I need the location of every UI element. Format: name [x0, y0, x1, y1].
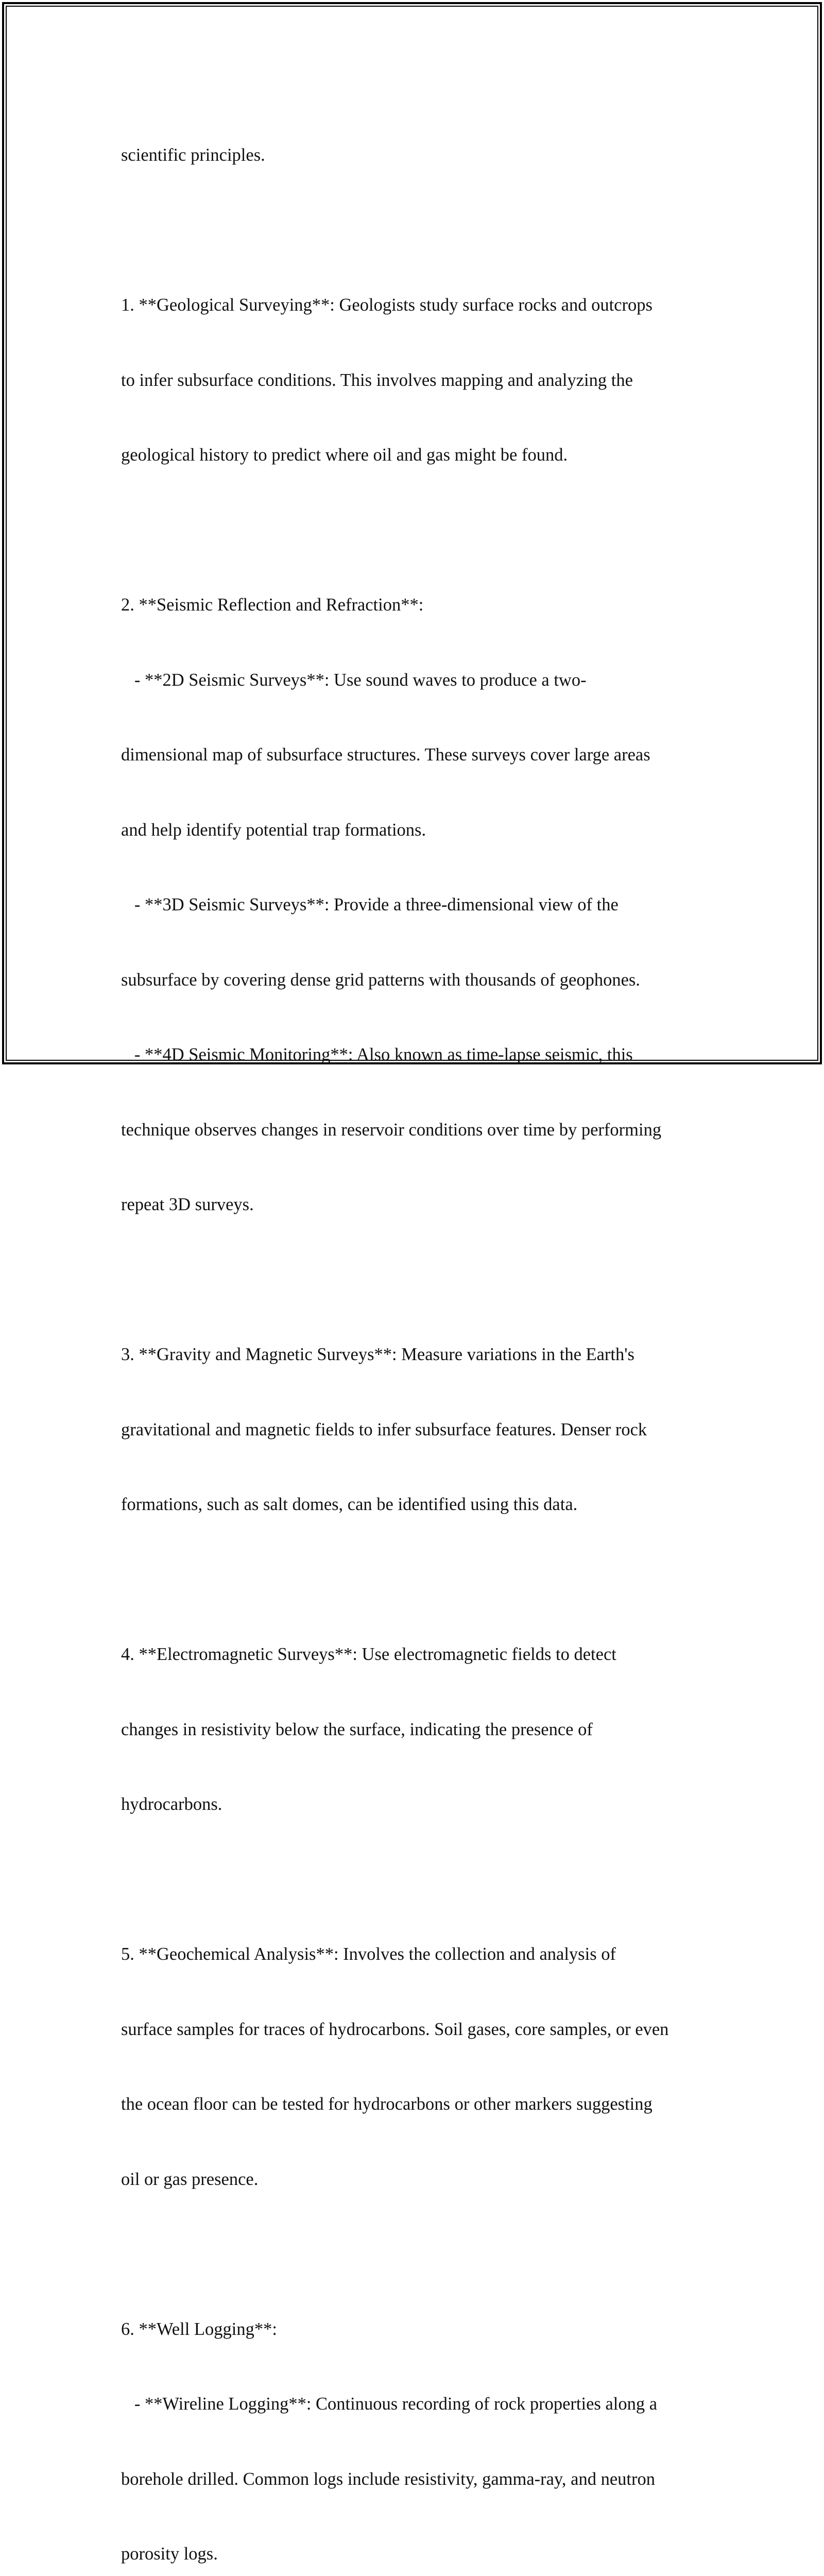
text-line: formations, such as salt domes, can be identified using this data.: [121, 1495, 578, 1514]
text-line: porosity logs.: [121, 2544, 218, 2564]
text-line: and help identify potential trap formations.: [121, 820, 426, 840]
text-line: hydrocarbons.: [121, 1794, 222, 1814]
text-line: surface samples for traces of hydrocarbons. Soil gases, core samples, or even: [121, 2019, 669, 2039]
text-line: borehole drilled. Common logs include resistivity, gamma-ray, and neutron: [121, 2469, 656, 2489]
text-line: 1. **Geological Surveying**: Geologists study surface rocks and outcrops: [121, 295, 653, 315]
text-line: 2. **Seismic Reflection and Refraction**:: [121, 595, 424, 615]
blank-line: [121, 2242, 718, 2267]
blank-line: [121, 1267, 718, 1293]
blank-line: [121, 1567, 718, 1592]
blank-line: [121, 518, 718, 543]
text-line: oil or gas presence.: [121, 2169, 259, 2189]
text-line: - **Wireline Logging**: Continuous recording of rock properties along a: [121, 2394, 658, 2414]
text-line: - **4D Seismic Monitoring**: Also known as time-lapse seismic, this: [121, 1045, 633, 1064]
text-line: repeat 3D surveys.: [121, 1195, 254, 1214]
text-line: - **3D Seismic Surveys**: Provide a three-dimensional view of the: [121, 895, 619, 914]
text-line: the ocean floor can be tested for hydrocarbons or other markers suggesting: [121, 2094, 653, 2114]
text-line: 5. **Geochemical Analysis**: Involves the collection and analysis of: [121, 1944, 616, 1964]
text-line: gravitational and magnetic fields to infer subsurface features. Denser rock: [121, 1419, 647, 1439]
blank-line: [121, 218, 718, 243]
text-line: changes in resistivity below the surface, indicating the presence of: [121, 1719, 593, 1739]
text-line: 3. **Gravity and Magnetic Surveys**: Measure variations in the Earth's: [121, 1345, 634, 1364]
text-line: geological history to predict where oil and gas might be found.: [121, 445, 568, 465]
text-line: to infer subsurface conditions. This involves mapping and analyzing the: [121, 370, 633, 390]
text-line: 6. **Well Logging**:: [121, 2319, 277, 2339]
document-body: [121, 93, 718, 2576]
text-line: scientific principles.: [121, 145, 265, 165]
blank-line: [121, 1867, 718, 1892]
text-line: subsurface by covering dense grid patterns with thousands of geophones.: [121, 970, 640, 990]
text-line: - **2D Seismic Surveys**: Use sound waves to produce a two-: [121, 670, 587, 690]
text-line: 4. **Electromagnetic Surveys**: Use electromagnetic fields to detect: [121, 1645, 616, 1664]
text-line: dimensional map of subsurface structures. These surveys cover large areas: [121, 745, 650, 765]
text-line: technique observes changes in reservoir conditions over time by performing: [121, 1120, 662, 1140]
